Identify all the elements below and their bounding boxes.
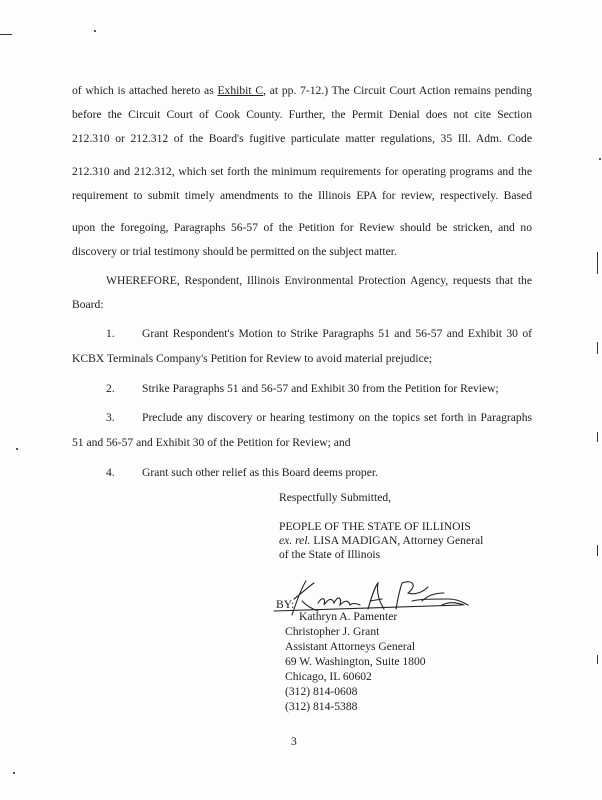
body-line: 212.310 or 212.312 of the Board's fugitive particulate matter regulations, 35 Ill. Adm. Code [72, 132, 532, 145]
scan-mark [597, 432, 598, 442]
body-line: discovery or trial testimony should be permitted on the subject matter. [72, 245, 397, 258]
wherefore-line: Board: [72, 298, 104, 311]
item-number: 3. [106, 411, 115, 424]
wherefore-line: WHEREFORE, Respondent, Illinois Environmental Protection Agency, requests that the [106, 274, 532, 287]
address-city: Chicago, IL 60602 [285, 670, 372, 683]
scan-mark [597, 655, 598, 664]
body-line: before the Circuit Court of Cook County. Further, the Permit Denial does not cite Section [72, 108, 532, 121]
scan-mark [597, 545, 598, 556]
scan-mark [597, 342, 598, 354]
item-text: Preclude any discovery or hearing testimony on the topics set forth in Paragraphs [142, 411, 532, 424]
by-label: BY: [276, 598, 295, 611]
body-line: 212.310 and 212.312, which set forth the minimum requirements for operating programs and the [72, 165, 532, 178]
cosigner-name: Christopher J. Grant [285, 625, 380, 638]
attorney-general-name: LISA MADIGAN, Attorney General [313, 534, 484, 547]
phone-number: (312) 814-0608 [285, 685, 358, 698]
body-text: of which is attached hereto as [72, 84, 214, 97]
page-number: 3 [291, 735, 297, 748]
item-number: 2. [106, 382, 115, 395]
people-heading: PEOPLE OF THE STATE OF ILLINOIS [279, 520, 471, 533]
signer-title: Assistant Attorneys General [285, 640, 416, 653]
signer-name: Kathryn A. Pamenter [299, 610, 398, 623]
body-line: requirement to submit timely amendments to the Illinois EPA for review, respectively. Based [72, 189, 532, 202]
item-text: Grant Respondent's Motion to Strike Paragraphs 51 and 56-57 and Exhibit 30 of [142, 327, 532, 340]
state-line: of the State of Illinois [279, 548, 381, 561]
item-text: KCBX Terminals Company's Petition for Review to avoid material prejudice; [72, 352, 433, 365]
item-text: Strike Paragraphs 51 and 56-57 and Exhibit 30 from the Petition for Review; [142, 382, 499, 395]
item-text: 51 and 56-57 and Exhibit 30 of the Petition for Review; and [72, 436, 351, 449]
body-text: , at pp. 7-12.) The Circuit Court Action remains pending [263, 84, 532, 97]
item-number: 4. [106, 466, 115, 479]
body-line: upon the foregoing, Paragraphs 56-57 of the Petition for Review should be stricken, and no [72, 221, 532, 234]
respectfully-submitted: Respectfully Submitted, [279, 491, 392, 504]
scan-speck [13, 772, 15, 774]
exhibit-c-link[interactable]: Exhibit C [217, 84, 264, 97]
body-line [72, 84, 532, 98]
item-number: 1. [106, 327, 115, 340]
ex-rel-italic: ex. rel. [279, 534, 311, 547]
scan-speck [94, 30, 96, 32]
item-text: Grant such other relief as this Board deems proper. [142, 466, 378, 479]
phone-number: (312) 814-5388 [285, 700, 358, 713]
scan-speck [599, 158, 601, 160]
scan-mark [597, 252, 598, 274]
scan-speck [16, 448, 18, 450]
ex-rel-line [279, 534, 483, 548]
scan-mark [0, 34, 12, 35]
address-street: 69 W. Washington, Suite 1800 [285, 655, 426, 668]
